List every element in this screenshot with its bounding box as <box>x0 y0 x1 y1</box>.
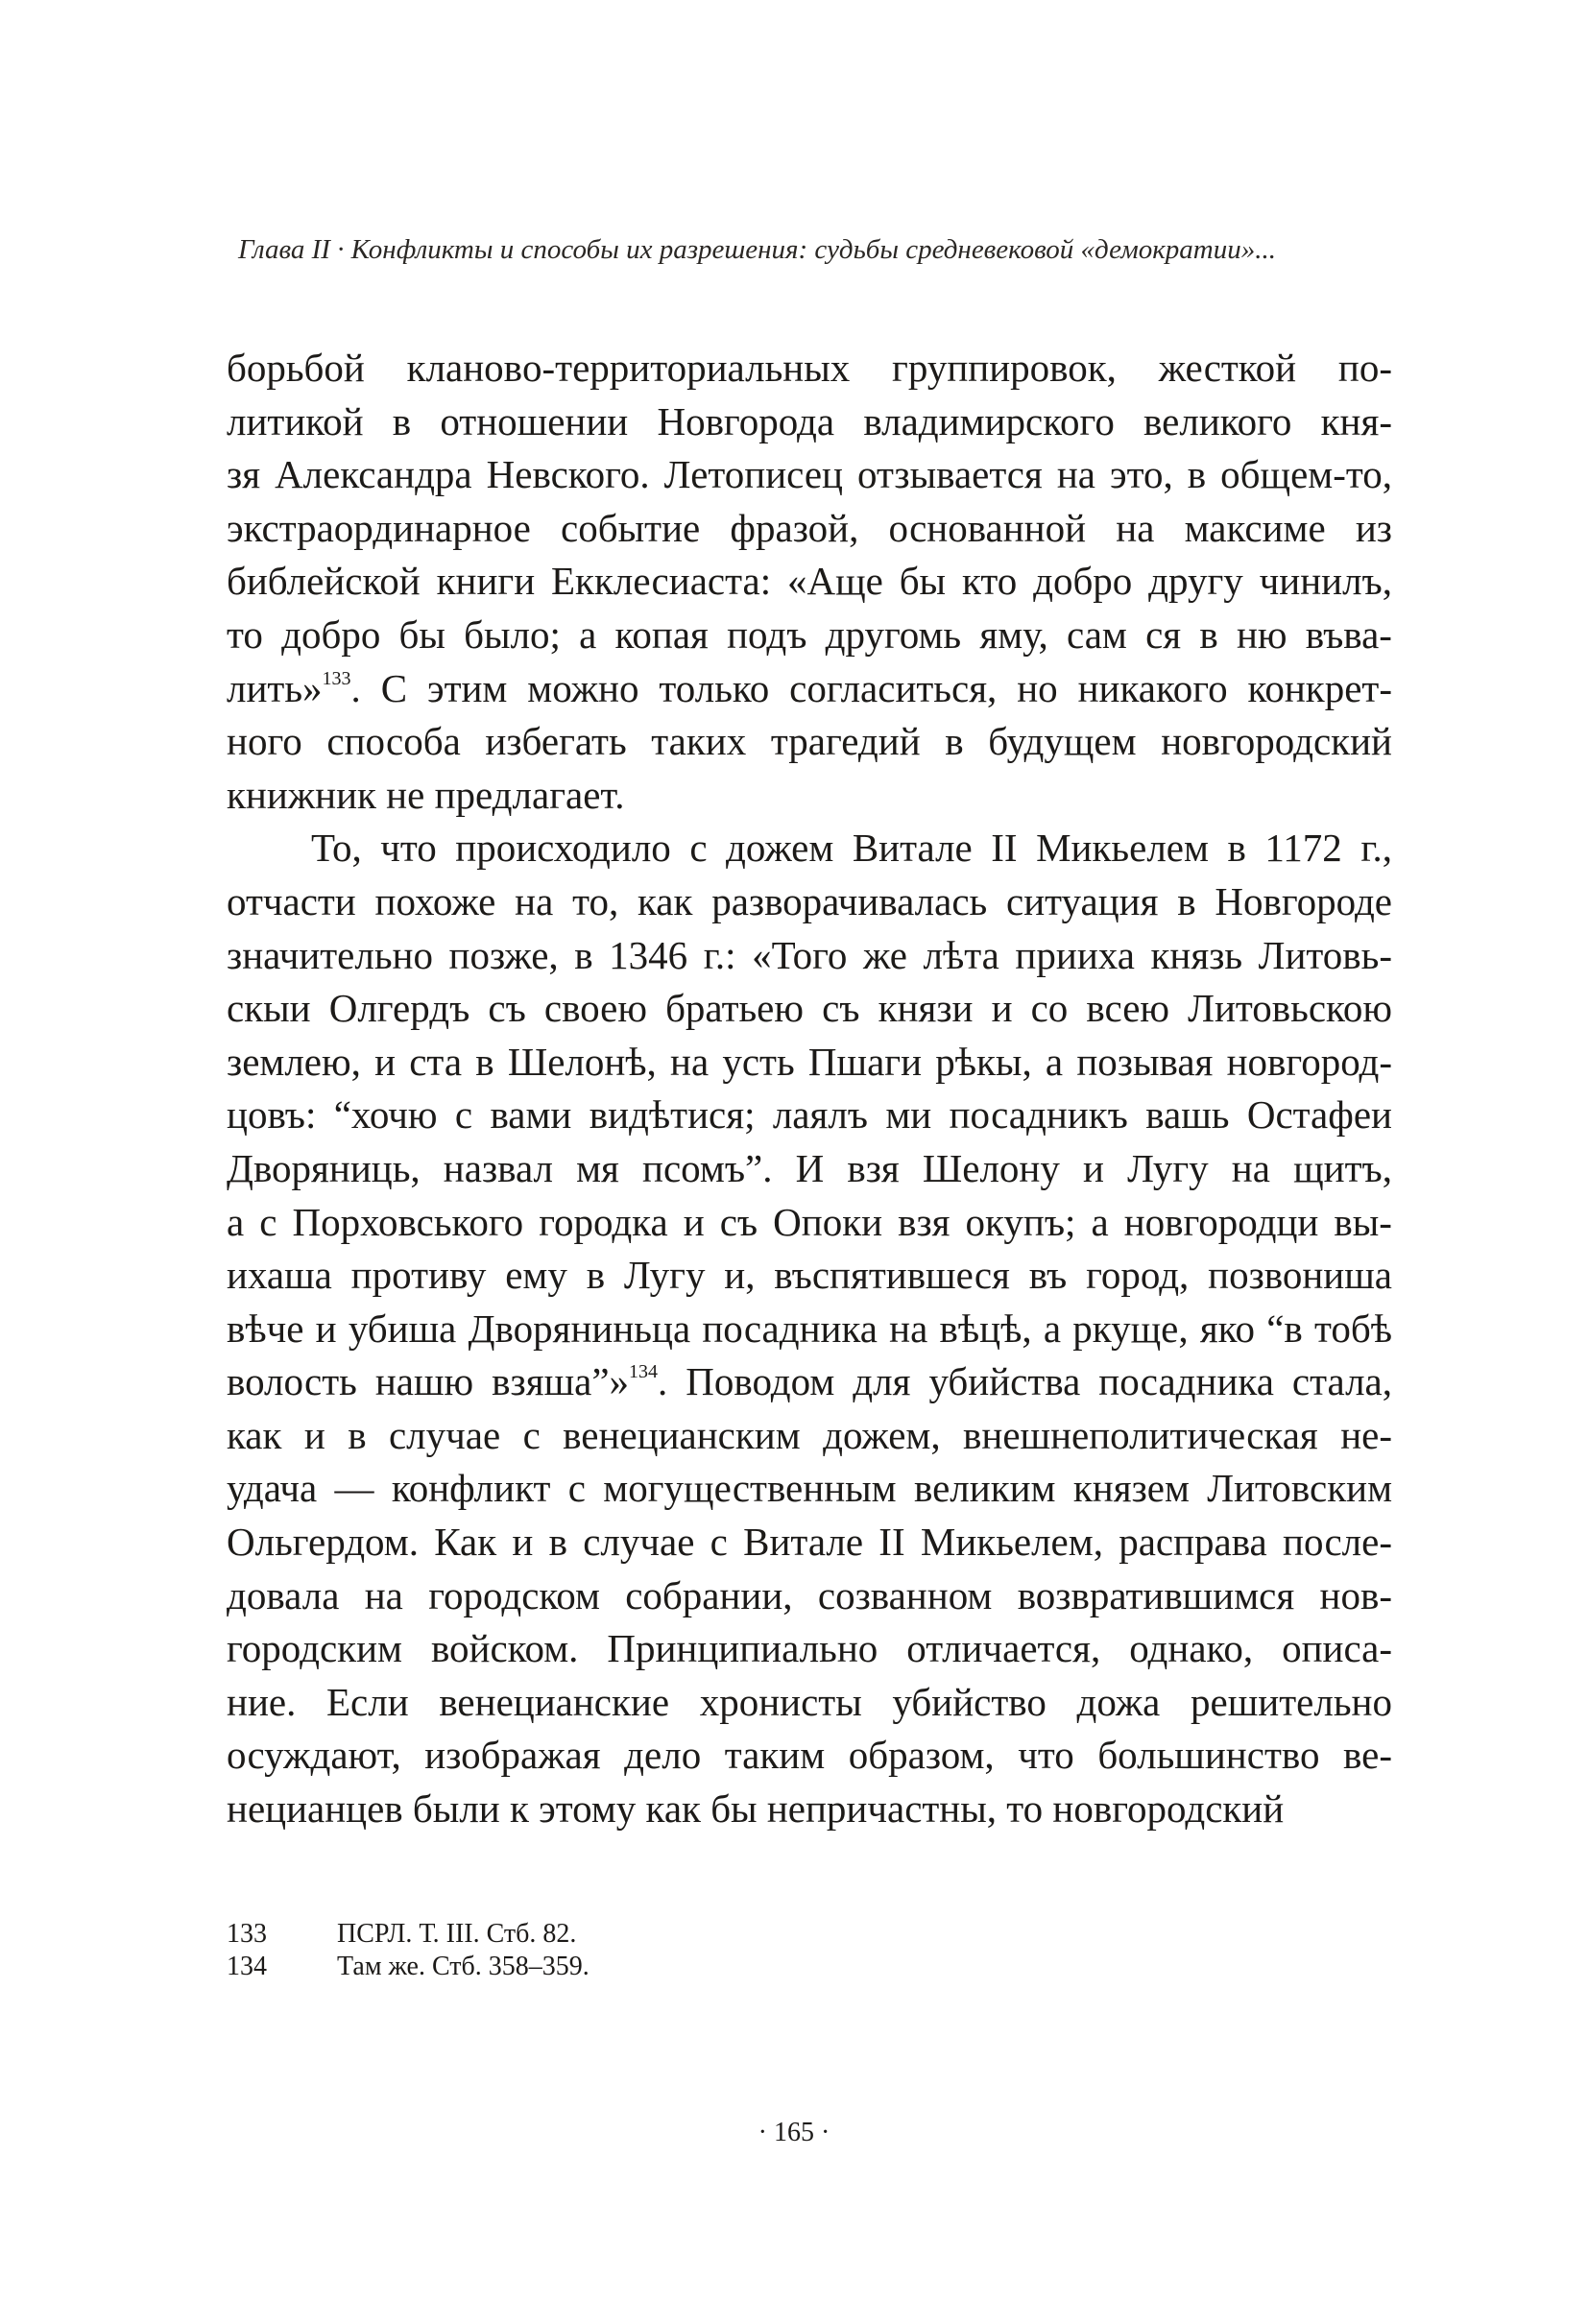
line-text: как и в случае с венецианским дожем, внешнеполитическая не- <box>227 1412 1393 1457</box>
text-line-content <box>227 502 1392 556</box>
line-text: ихаша противу ему в Лугу и, въспятившеся въ город, позвониша <box>227 1253 1392 1298</box>
text-line <box>227 1196 1392 1250</box>
text-line <box>227 1036 1392 1090</box>
line-text: То, что происходило с дожем Витале II Микьелем в 1172 г., <box>311 826 1393 871</box>
footnotes <box>227 1918 1091 1983</box>
line-text: отчасти похоже на то, как разворачивалась ситуация в Новгороде <box>227 878 1393 923</box>
line-text: а с Порховського городка и съ Опоки взя окупъ; а новгородци вы- <box>227 1199 1392 1244</box>
line-text: значительно позже, в 1346 г.: «Того же лѣта прииха князь Литовь- <box>227 932 1393 977</box>
text-line-content <box>227 609 1392 662</box>
line-text: осуждают, изображая дело таким образом, что большинство ве- <box>227 1733 1392 1778</box>
line-text: цовъ: “хочю с вами видѣтися; лаялъ ми посадникъ вашь Остафеи <box>227 1092 1392 1138</box>
text-line-content <box>227 1249 1392 1303</box>
text-line <box>227 1622 1392 1676</box>
text-line <box>227 875 1392 929</box>
text-line <box>227 1676 1392 1730</box>
text-line <box>227 982 1392 1036</box>
line-text: . Поводом для убийства посадника стала, <box>658 1359 1392 1404</box>
text-line-content <box>227 929 1392 983</box>
footnote-reference[interactable]: 133 <box>322 667 351 689</box>
running-head-text: Глава II · Конфликты и способы их разрешения: судьбы средневековой «демократии»... <box>238 234 1277 265</box>
line-text: . С этим можно только согласиться, но никакого конкрет- <box>350 665 1392 710</box>
text-line <box>227 609 1392 662</box>
text-line-content <box>227 1142 1392 1196</box>
text-line-content <box>227 1729 1392 1783</box>
body-text <box>227 342 1392 1836</box>
text-line <box>227 1303 1392 1356</box>
text-line-content <box>227 1196 1392 1250</box>
text-line <box>227 395 1392 449</box>
footnote-text: ПСРЛ. Т. III. Стб. 82. <box>337 1919 577 1949</box>
text-line-content <box>227 875 1392 929</box>
line-text: Дворяниць, назвал мя псомъ”. И взя Шелону и Лугу на щитъ, <box>227 1145 1392 1190</box>
text-line <box>227 1142 1392 1196</box>
text-line <box>227 1249 1392 1303</box>
text-line <box>227 1783 1392 1836</box>
text-line-content <box>227 448 1392 502</box>
text-line-content <box>227 1676 1392 1730</box>
text-line-content <box>227 1409 1392 1463</box>
text-line <box>227 1409 1392 1463</box>
footnote <box>227 1951 1091 1983</box>
line-text: библейской книги Екклесиаста: «Аще бы кто добро другу чинилъ, <box>227 559 1393 604</box>
footnote-text: Там же. Стб. 358–359. <box>337 1952 589 1981</box>
footnote-number: 133 <box>227 1919 267 1949</box>
text-line <box>227 822 1392 875</box>
text-line-content <box>227 715 1392 769</box>
footnote <box>227 1918 1091 1951</box>
text-line <box>227 769 1392 823</box>
footnote-reference[interactable]: 134 <box>629 1361 659 1383</box>
line-text: нецианцев были к этому как бы непричастны, то новгородский <box>227 1786 1285 1832</box>
text-line <box>227 448 1392 502</box>
line-text: землею, и ста в Шелонѣ, на усть Пшаги рѣкы, а позывая новгород- <box>227 1039 1393 1084</box>
line-text: удача — конфликт с могущественным великим князем Литовским <box>227 1466 1393 1511</box>
text-line <box>227 929 1392 983</box>
text-line-content <box>227 1516 1392 1569</box>
line-text: Ольгердом. Как и в случае с Витале II Микьелем, расправа после- <box>227 1520 1392 1565</box>
text-line <box>227 342 1392 395</box>
line-text: довала на городском собрании, созванном возвратившимся нов- <box>227 1572 1392 1617</box>
text-line-content <box>227 1622 1392 1676</box>
line-text: то добро бы было; а копая подъ другомь яму, сам ся в ню въва- <box>227 611 1392 657</box>
page-number: · 165 · <box>758 2118 830 2147</box>
text-line <box>227 1355 1392 1409</box>
line-text: литикой в отношении Новгорода владимирского великого кня- <box>227 398 1392 443</box>
text-line-content <box>227 769 624 823</box>
text-line <box>227 1569 1392 1623</box>
line-text: ного способа избегать таких трагедий в будущем новгородский <box>227 719 1392 764</box>
text-line-content <box>227 1355 1392 1409</box>
text-line <box>227 502 1392 556</box>
line-text: городским войском. Принципиально отличается, однако, описа- <box>227 1626 1392 1671</box>
text-line <box>227 1089 1392 1142</box>
text-line-content <box>227 1569 1392 1623</box>
line-text: зя Александра Невского. Летописец отзывается на это, в общем-то, <box>227 452 1392 497</box>
text-line <box>227 555 1392 609</box>
text-line <box>227 1729 1392 1783</box>
line-text: ние. Если венецианские хронисты убийство дожа решительно <box>227 1679 1392 1724</box>
footnote-number: 134 <box>227 1952 267 1981</box>
text-line-content <box>227 555 1392 609</box>
line-text: борьбой клановo-территориальных группировок, жесткой по- <box>227 346 1392 390</box>
text-line-content <box>227 1036 1392 1090</box>
text-line-content <box>227 1303 1392 1356</box>
line-text: волость нашю взяша”» <box>227 1359 630 1404</box>
text-line <box>227 662 1392 716</box>
text-line-content <box>227 1783 1284 1836</box>
line-text: скыи Олгердъ съ своею братьею съ князи и со всею Литовьскою <box>227 986 1392 1031</box>
text-line <box>227 715 1392 769</box>
text-line-content <box>227 342 1392 395</box>
line-text: книжник не предлагает. <box>227 772 625 817</box>
text-line-content <box>227 662 1392 716</box>
line-text: экстраординарное событие фразой, основанной на максиме из <box>227 505 1393 550</box>
text-line-content <box>227 1089 1392 1142</box>
line-text: вѣче и убиша Дворяниньца посадника на вѣцѣ, а ркуще, яко “в тобѣ <box>227 1306 1393 1351</box>
text-line <box>227 1516 1392 1569</box>
text-line-content <box>311 822 1392 875</box>
text-line-content <box>227 1462 1392 1516</box>
text-line-content <box>227 395 1392 449</box>
text-line <box>227 1462 1392 1516</box>
line-text: лить» <box>227 665 323 710</box>
text-line-content <box>227 982 1392 1036</box>
running-head <box>238 230 1390 269</box>
